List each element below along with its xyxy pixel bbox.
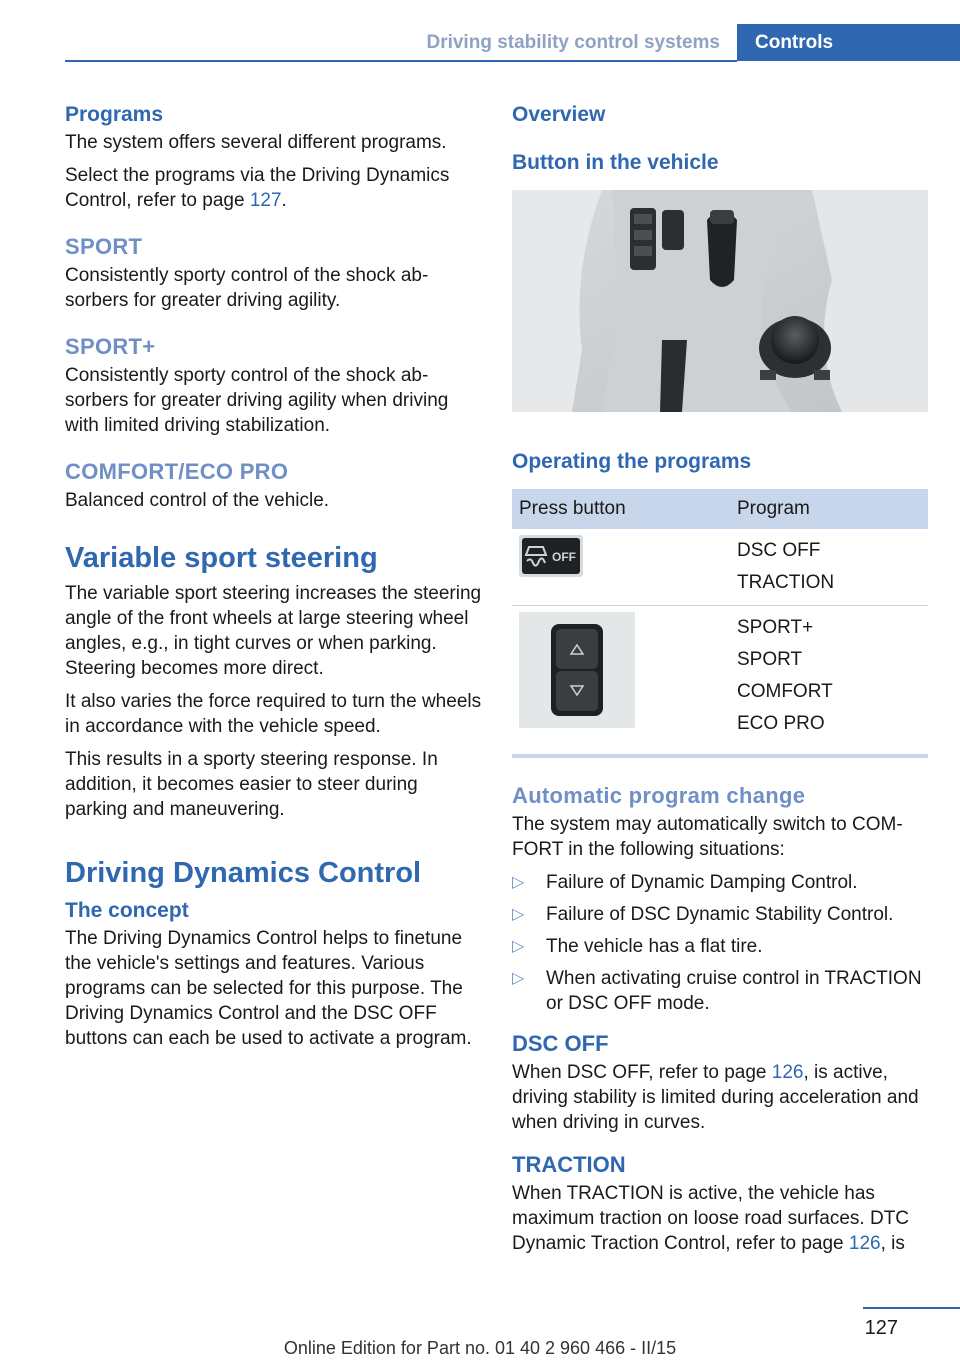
triangle-bullet-icon: ▷ [512, 906, 525, 923]
center-console-photo [512, 190, 928, 412]
list-item-text: When activating cruise control in TRACTION or DSC OFF mode. [546, 968, 922, 1014]
program-dsc-off: DSC OFF [737, 540, 821, 561]
table-row [512, 529, 928, 606]
left-column [65, 100, 483, 1059]
chapter-tab: Controls [737, 24, 960, 61]
operating-programs-heading: Operating the programs [512, 450, 752, 473]
list-item-text: The vehicle has a flat tire. [546, 936, 763, 957]
button-in-vehicle-heading: Button in the vehicle [512, 151, 719, 174]
page-link-127[interactable]: 127 [249, 190, 282, 211]
list-item [512, 902, 928, 927]
traction-heading: TRACTION [512, 1152, 626, 1177]
right-column [512, 100, 928, 1264]
sport-heading: SPORT [65, 234, 143, 259]
program-comfort: COMFORT [737, 681, 833, 702]
dsc-off-text-a: When DSC OFF, refer to page [512, 1062, 772, 1083]
automatic-change-text: The system may automatically switch to COMFORT in the following situations: [512, 814, 903, 860]
dsc-off-button-label: OFF [552, 550, 576, 564]
dsc-off-button-cell [512, 529, 730, 606]
header-rule [65, 60, 737, 62]
program-cell-dsc [730, 529, 928, 606]
program-sport: SPORT [737, 649, 803, 670]
comfort-heading: COMFORT/ECO PRO [65, 459, 289, 484]
table-end-rule [512, 754, 928, 758]
situation-list [512, 870, 928, 1016]
vss-paragraph-1: The variable sport steering increases the steering angle of the front wheels at large steering wheel angles, e.g., in tight curves or when parking. Steering becomes more direct. [65, 583, 482, 679]
table-header-press-button: Press button [512, 489, 730, 529]
traction-text-a: When TRACTION is active, the vehicle has maximum traction on loose road surfaces. DTC Dynamic Traction Control, refer to page [512, 1183, 910, 1254]
traction-text [512, 1181, 928, 1256]
edition-note: Online Edition for Part no. 01 40 2 960 466 - II/15 [283, 1338, 677, 1358]
sport-text: Consistently sporty control of the shock absorbers for greater driving agility. [65, 265, 429, 311]
list-item [512, 966, 928, 1016]
dsc-off-text [512, 1060, 928, 1135]
dsc-off-button-icon [519, 535, 583, 577]
sportplus-text: Consistently sporty control of the shock absorbers for greater driving agility when driving with limited driving stabilization. [65, 365, 449, 436]
triangle-bullet-icon: ▷ [512, 970, 525, 987]
overview-heading: Overview [512, 103, 606, 126]
program-cell-modes [730, 606, 928, 747]
programs-text-end: . [281, 190, 287, 211]
vss-paragraph-2: It also varies the force required to turn the wheels in accordance with the vehicle speed. [65, 691, 482, 737]
programs-table [512, 489, 928, 746]
triangle-bullet-icon: ▷ [512, 874, 525, 891]
programs-paragraph-2 [65, 163, 483, 213]
program-sport-plus: SPORT+ [737, 617, 814, 638]
list-item [512, 870, 928, 895]
programs-paragraph-1: The system offers several different programs. [65, 132, 447, 153]
dsc-off-heading: DSC OFF [512, 1031, 609, 1056]
program-traction: TRACTION [737, 572, 835, 593]
table-header-row [512, 489, 928, 529]
dsc-off-text-b: , is active, driving stability is limited during acceleration and when driving in curves. [512, 1062, 919, 1133]
triangle-bullet-icon: ▷ [512, 938, 525, 955]
concept-text: The Driving Dynamics Control helps to finetune the vehicle's settings and features. Various programs can be selected for this purpose. The Driving Dynamics Control and the DSC OFF buttons can each be used to activate a program. [65, 928, 472, 1049]
rocker-switch-cell [512, 606, 730, 747]
page-link-126-traction[interactable]: 126 [848, 1233, 881, 1254]
rocker-switch-icon [519, 612, 635, 728]
table-row [512, 606, 928, 747]
comfort-text: Balanced control of the vehicle. [65, 490, 330, 511]
vss-paragraph-3: This results in a sporty steering response. In addition, it becomes easier to steer during parking and maneuvering. [65, 749, 438, 820]
list-item-text: Failure of Dynamic Damping Control. [546, 872, 858, 893]
driving-dynamics-control-heading: Driving Dynamics Control [65, 857, 422, 889]
programs-text: Select the programs via the Driving Dynamics Control, refer to page [65, 165, 450, 211]
page-header [65, 24, 960, 61]
list-item-text: Failure of DSC Dynamic Stability Control. [546, 904, 894, 925]
table-header-program: Program [730, 489, 928, 529]
program-eco-pro: ECO PRO [737, 713, 825, 734]
concept-heading: The concept [65, 899, 189, 922]
list-item [512, 934, 928, 959]
programs-heading: Programs [65, 103, 164, 126]
page-number: 127 [864, 1317, 898, 1339]
automatic-change-heading: Automatic program change [512, 783, 806, 808]
sportplus-heading: SPORT+ [65, 334, 156, 359]
page-footer [0, 1295, 960, 1362]
traction-text-b: , is [880, 1233, 905, 1254]
section-title: Driving stability control systems [426, 32, 720, 53]
variable-sport-steering-heading: Variable sport steering [65, 542, 378, 574]
page-number-rule [863, 1307, 960, 1309]
page-link-126[interactable]: 126 [771, 1062, 804, 1083]
